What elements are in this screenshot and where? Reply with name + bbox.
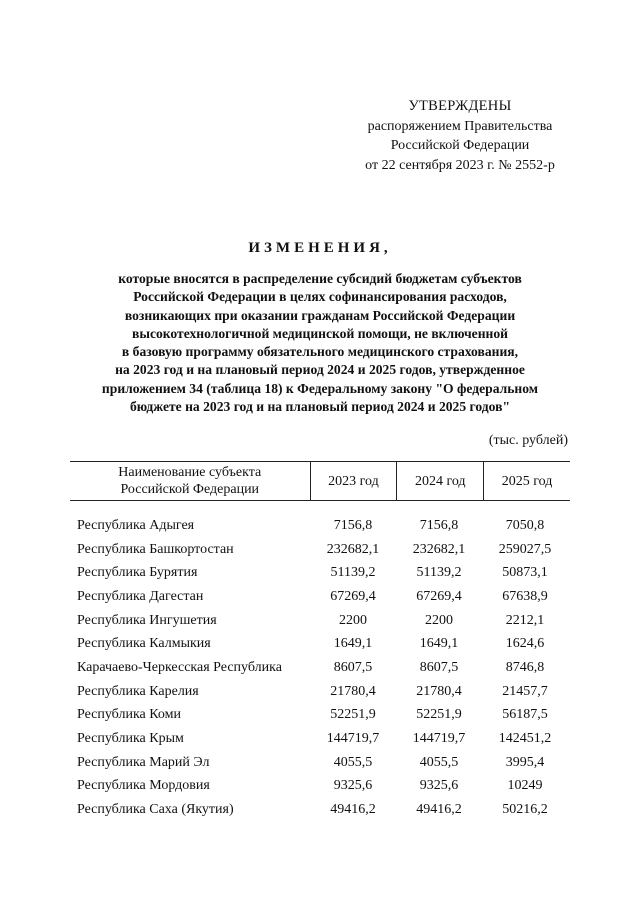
table-row bbox=[77, 514, 570, 538]
value-2024-cell: 8607,5 bbox=[419, 659, 459, 675]
value-2023-cell: 21780,4 bbox=[330, 683, 376, 699]
header-2024: 2024 год bbox=[396, 462, 483, 500]
subject-name-cell: Республика Карелия bbox=[77, 683, 199, 699]
subject-name-cell: Республика Калмыкия bbox=[77, 636, 211, 652]
table-row bbox=[77, 656, 570, 680]
table-row bbox=[77, 632, 570, 656]
subject-name-cell: Республика Ингушетия bbox=[77, 612, 217, 628]
value-2024-cell: 21780,4 bbox=[416, 683, 462, 699]
table-header bbox=[70, 461, 570, 501]
subtitle-line: на 2023 год и на плановый период 2024 и 2025 годов, утвержденное bbox=[115, 362, 525, 378]
value-2023-cell: 144719,7 bbox=[326, 731, 380, 747]
subject-name-cell: Республика Коми bbox=[77, 707, 181, 723]
subtitle-line: высокотехнологичной медицинской помощи, не включенной bbox=[131, 325, 508, 341]
value-2024-cell: 52251,9 bbox=[416, 707, 462, 723]
value-2024-cell: 9325,6 bbox=[419, 778, 459, 794]
approval-line-2: распоряжением Правительства bbox=[367, 118, 553, 134]
value-2023-cell: 1649,1 bbox=[333, 636, 373, 652]
table-row bbox=[77, 585, 570, 609]
subtitle-line: возникающих при оказании гражданам Российской Федерации bbox=[124, 307, 516, 323]
header-2023: 2023 год bbox=[310, 462, 397, 500]
subject-name-cell: Республика Марий Эл bbox=[77, 754, 210, 770]
value-2023-cell: 67269,4 bbox=[330, 588, 376, 604]
approval-heading: УТВЕРЖДЕНЫ bbox=[408, 98, 512, 114]
approval-block bbox=[330, 97, 590, 175]
table-row bbox=[77, 727, 570, 751]
value-2023-cell: 51139,2 bbox=[330, 565, 376, 581]
value-2025-cell: 67638,9 bbox=[502, 588, 548, 604]
value-2024-cell: 232682,1 bbox=[412, 541, 466, 557]
value-2025-cell: 10249 bbox=[507, 778, 543, 794]
value-2024-cell: 1649,1 bbox=[419, 636, 459, 652]
subject-name-cell: Республика Бурятия bbox=[77, 565, 198, 581]
value-2023-cell: 232682,1 bbox=[326, 541, 380, 557]
value-2025-cell: 50216,2 bbox=[502, 802, 548, 818]
subject-name-cell: Республика Башкортостан bbox=[77, 541, 234, 557]
value-2024-cell: 144719,7 bbox=[412, 731, 466, 747]
document-subtitle bbox=[60, 270, 580, 416]
value-2023-cell: 52251,9 bbox=[330, 707, 376, 723]
subject-name-cell: Республика Дагестан bbox=[77, 588, 204, 604]
table-row bbox=[77, 609, 570, 633]
subject-name-cell: Республика Адыгея bbox=[77, 517, 195, 533]
subject-name-cell: Карачаево-Черкесская Республика bbox=[77, 659, 282, 675]
document-title: ИЗМЕНЕНИЯ, bbox=[248, 240, 392, 256]
value-2024-cell: 7156,8 bbox=[419, 517, 459, 533]
value-2023-cell: 4055,5 bbox=[333, 754, 373, 770]
table-row bbox=[77, 561, 570, 585]
value-2025-cell: 2212,1 bbox=[505, 612, 545, 628]
value-2023-cell: 8607,5 bbox=[333, 659, 373, 675]
subtitle-line: бюджете на 2023 год и на плановый период 2024 и 2025 годов" bbox=[129, 399, 511, 415]
subject-name-cell: Республика Крым bbox=[77, 731, 184, 747]
table-row bbox=[77, 680, 570, 704]
table-row bbox=[77, 775, 570, 799]
table-row bbox=[77, 751, 570, 775]
table-row bbox=[77, 798, 570, 822]
value-2025-cell: 56187,5 bbox=[502, 707, 548, 723]
value-2024-cell: 2200 bbox=[425, 612, 453, 628]
value-2024-cell: 67269,4 bbox=[416, 588, 462, 604]
value-2023-cell: 49416,2 bbox=[330, 802, 376, 818]
subject-name-cell: Республика Мордовия bbox=[77, 778, 210, 794]
units-note: (тыс. рублей) bbox=[488, 433, 568, 448]
value-2025-cell: 3995,4 bbox=[505, 754, 545, 770]
value-2025-cell: 50873,1 bbox=[502, 565, 548, 581]
subtitle-line: Российской Федерации в целях софинансирования расходов, bbox=[133, 289, 507, 305]
value-2023-cell: 2200 bbox=[339, 612, 367, 628]
subtitle-line: которые вносятся в распределение субсидий бюджетам субъектов bbox=[118, 271, 522, 286]
value-2024-cell: 51139,2 bbox=[416, 565, 462, 581]
subtitle-line: приложением 34 (таблица 18) к Федеральному закону "О федеральном bbox=[101, 380, 539, 396]
header-2025: 2025 год bbox=[483, 462, 570, 500]
value-2023-cell: 9325,6 bbox=[333, 778, 373, 794]
table-row bbox=[77, 704, 570, 728]
value-2025-cell: 142451,2 bbox=[498, 731, 552, 747]
table-body bbox=[77, 514, 570, 822]
header-subject-name: Наименование субъекта Российской Федерации bbox=[118, 465, 262, 497]
approval-line-4: от 22 сентября 2023 г. № 2552-р bbox=[365, 157, 555, 173]
table-row bbox=[77, 538, 570, 562]
value-2025-cell: 1624,6 bbox=[505, 636, 545, 652]
subject-name-cell: Республика Саха (Якутия) bbox=[77, 802, 234, 818]
value-2023-cell: 7156,8 bbox=[333, 517, 373, 533]
value-2025-cell: 21457,7 bbox=[502, 683, 548, 699]
value-2025-cell: 7050,8 bbox=[505, 517, 545, 533]
value-2025-cell: 8746,8 bbox=[505, 659, 545, 675]
value-2025-cell: 259027,5 bbox=[498, 541, 552, 557]
value-2024-cell: 4055,5 bbox=[419, 754, 459, 770]
subtitle-line: в базовую программу обязательного медицинского страхования, bbox=[121, 344, 519, 360]
approval-line-3: Российской Федерации bbox=[390, 138, 530, 153]
value-2024-cell: 49416,2 bbox=[416, 802, 462, 818]
